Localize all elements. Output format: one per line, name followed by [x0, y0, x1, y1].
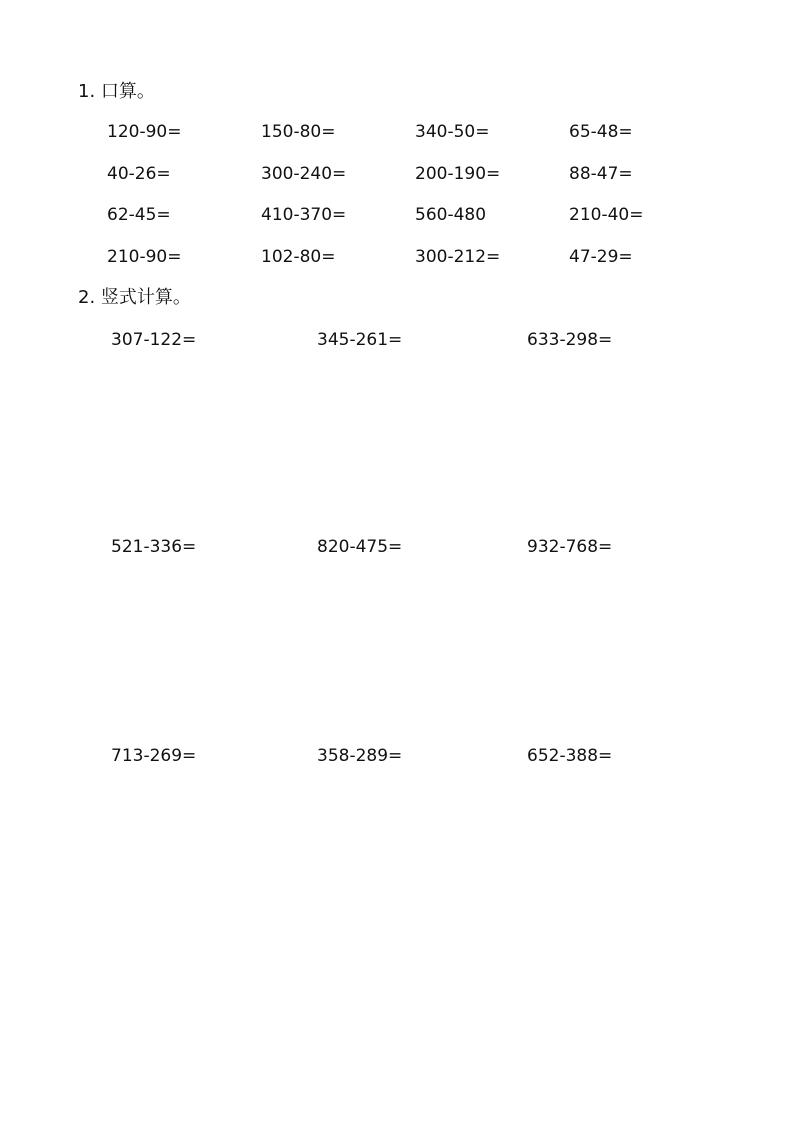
- vertical-problem: 633-298=: [527, 330, 613, 350]
- oral-problem: 340-50=: [415, 122, 490, 142]
- vertical-problem: 932-768=: [527, 537, 613, 557]
- oral-row-3: [0, 204, 794, 226]
- vertical-problem: 345-261=: [317, 330, 403, 350]
- section-1-title: 1. 口算。: [78, 81, 155, 102]
- oral-problem: 47-29=: [569, 247, 633, 267]
- oral-problem: 102-80=: [261, 247, 336, 267]
- oral-problem: 300-212=: [415, 247, 501, 267]
- vertical-problem: 713-269=: [111, 746, 197, 766]
- oral-problem: 210-90=: [107, 247, 182, 267]
- oral-problem: 150-80=: [261, 122, 336, 142]
- vertical-row-3: [0, 745, 794, 767]
- vertical-row-2: [0, 536, 794, 558]
- vertical-problem: 652-388=: [527, 746, 613, 766]
- oral-problem: 62-45=: [107, 205, 171, 225]
- vertical-problem: 521-336=: [111, 537, 197, 557]
- oral-problem: 65-48=: [569, 122, 633, 142]
- oral-problem: 300-240=: [261, 164, 347, 184]
- vertical-problem: 358-289=: [317, 746, 403, 766]
- oral-problem: 210-40=: [569, 205, 644, 225]
- oral-problem: 200-190=: [415, 164, 501, 184]
- vertical-problem: 307-122=: [111, 330, 197, 350]
- oral-problem: 560-480: [415, 205, 487, 225]
- oral-problem: 88-47=: [569, 164, 633, 184]
- oral-row-4: [0, 246, 794, 268]
- oral-problem: 40-26=: [107, 164, 171, 184]
- oral-row-1: [0, 121, 794, 143]
- oral-row-2: [0, 163, 794, 185]
- vertical-problem: 820-475=: [317, 537, 403, 557]
- oral-problem: 410-370=: [261, 205, 347, 225]
- oral-problem: 120-90=: [107, 122, 182, 142]
- vertical-row-1: [0, 329, 794, 351]
- section-2-title: 2. 竖式计算。: [78, 287, 191, 308]
